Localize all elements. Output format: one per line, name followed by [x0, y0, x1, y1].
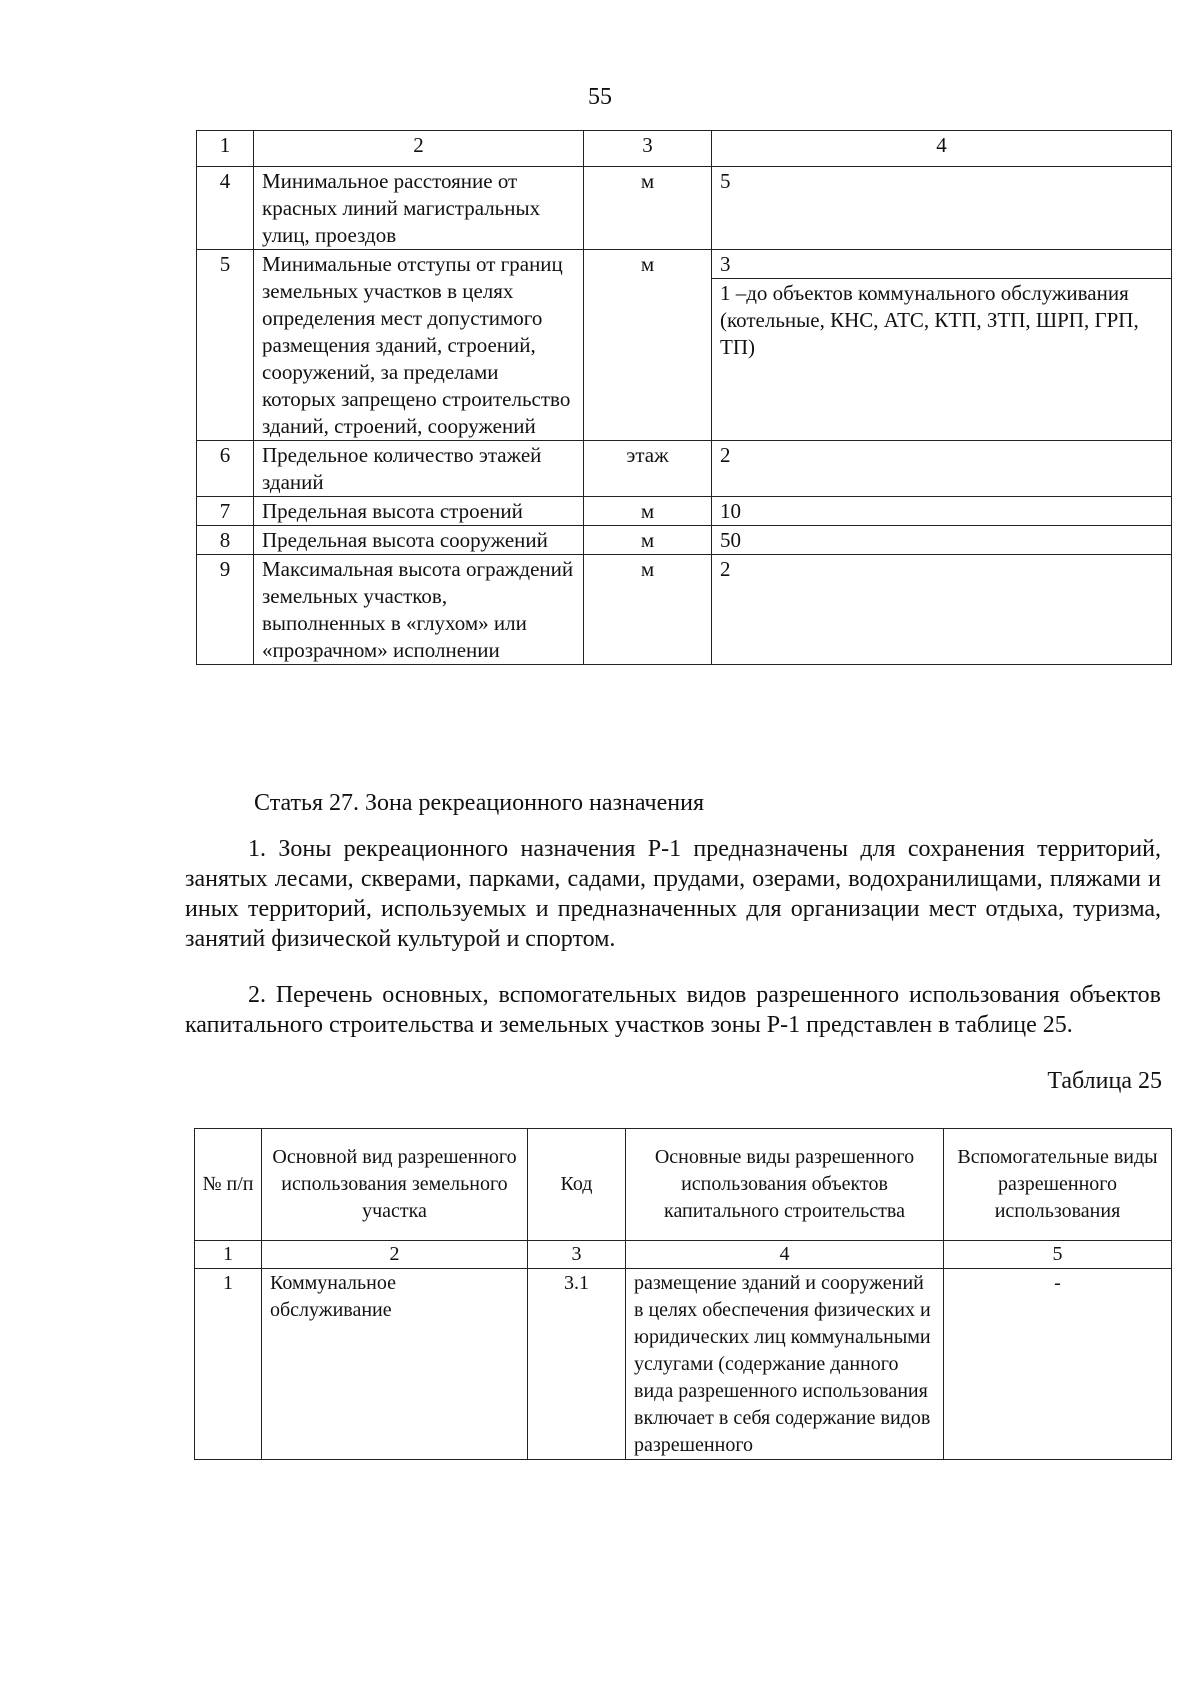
- value-note: 1 –до объектов коммунального обслуживания (котельные, КНС, АТС, КТП, ЗТП, ШРП, ГРП, ТП): [720, 281, 1139, 359]
- parameter-name: Предельное количество этажей зданий: [254, 441, 584, 497]
- value: 2: [712, 555, 1172, 665]
- parameter-name: Предельная высота сооружений: [254, 526, 584, 555]
- header-cell: 3: [584, 131, 712, 167]
- row-number: 7: [197, 497, 254, 526]
- paragraph-1: [185, 834, 1161, 954]
- value: 50: [712, 526, 1172, 555]
- row-number: 4: [197, 167, 254, 250]
- parameters-table: [196, 130, 1172, 665]
- unit: м: [584, 526, 712, 555]
- header-cell: 2: [254, 131, 584, 167]
- row-number: 9: [197, 555, 254, 665]
- paragraph-2: [185, 980, 1161, 1040]
- row-number: 1: [195, 1269, 262, 1460]
- article-title: Статья 27. Зона рекреационного назначения: [254, 790, 704, 816]
- value: 3: [712, 250, 1171, 279]
- column-number-row: [195, 1241, 1172, 1269]
- table-label: Таблица 25: [1047, 1068, 1162, 1094]
- table-row: [197, 497, 1172, 526]
- main-use: размещение зданий и сооружений в целях обеспечения физических и юридических лиц коммунальными услугами (содержание данного вида разрешенного использования включает в себя содержание видов разрешенного: [626, 1269, 944, 1460]
- column-number: 4: [626, 1241, 944, 1269]
- unit: м: [584, 167, 712, 250]
- value-split: [712, 250, 1172, 441]
- land-use-table: [194, 1128, 1172, 1460]
- header-cell: Вспомогательные виды разрешенного использования: [944, 1129, 1172, 1241]
- table-row: [197, 555, 1172, 665]
- value: 10: [712, 497, 1172, 526]
- row-number: 5: [197, 250, 254, 441]
- table-row: [195, 1269, 1172, 1460]
- parameter-name: Предельная высота строений: [254, 497, 584, 526]
- header-cell: Основной вид разрешенного использования земельного участка: [262, 1129, 528, 1241]
- header-cell: № п/п: [195, 1129, 262, 1241]
- header-cell: 4: [712, 131, 1172, 167]
- unit: м: [584, 555, 712, 665]
- column-number: 2: [262, 1241, 528, 1269]
- row-number: 8: [197, 526, 254, 555]
- table-row: [197, 441, 1172, 497]
- land-use-kind: Коммунальное обслуживание: [262, 1269, 528, 1460]
- header-cell: Основные виды разрешенного использования объектов капитального строительства: [626, 1129, 944, 1241]
- unit: м: [584, 497, 712, 526]
- value: 2: [712, 441, 1172, 497]
- header-cell: 1: [197, 131, 254, 167]
- parameter-name: Максимальная высота ограждений земельных участков, выполненных в «глухом» или «прозрачном» исполнении: [254, 555, 584, 665]
- page-number: 55: [588, 84, 612, 110]
- code: 3.1: [528, 1269, 626, 1460]
- column-number: 5: [944, 1241, 1172, 1269]
- value: 5: [712, 167, 1172, 250]
- auxiliary-use: -: [944, 1269, 1172, 1460]
- unit: м: [584, 250, 712, 441]
- parameter-name: Минимальные отступы от границ земельных участков в целях определения мест допустимого размещения зданий, строений, сооружений, за пределами которых запрещено строительство зданий, строений, сооружений: [254, 250, 584, 441]
- table-row: [197, 250, 1172, 441]
- column-number: 1: [195, 1241, 262, 1269]
- paragraph-1-text: 1. Зоны рекреационного назначения Р-1 предназначены для сохранения территорий, занятых лесами, скверами, парками, садами, прудами, озерами, водохранилищами, пляжами и иных территорий, используемых и предназначенных для организации мест отдыха, туризма, занятий физической культурой и спортом.: [185, 836, 1161, 952]
- column-number: 3: [528, 1241, 626, 1269]
- parameter-name: Минимальное расстояние от красных линий магистральных улиц, проездов: [254, 167, 584, 250]
- paragraph-2-text: 2. Перечень основных, вспомогательных видов разрешенного использования объектов капитального строительства и земельных участков зоны Р-1 представлен в таблице 25.: [185, 982, 1161, 1038]
- unit: этаж: [584, 441, 712, 497]
- table-header-row: [197, 131, 1172, 167]
- table-row: [197, 526, 1172, 555]
- header-cell: Код: [528, 1129, 626, 1241]
- table-header-row: [195, 1129, 1172, 1241]
- row-number: 6: [197, 441, 254, 497]
- table-row: [197, 167, 1172, 250]
